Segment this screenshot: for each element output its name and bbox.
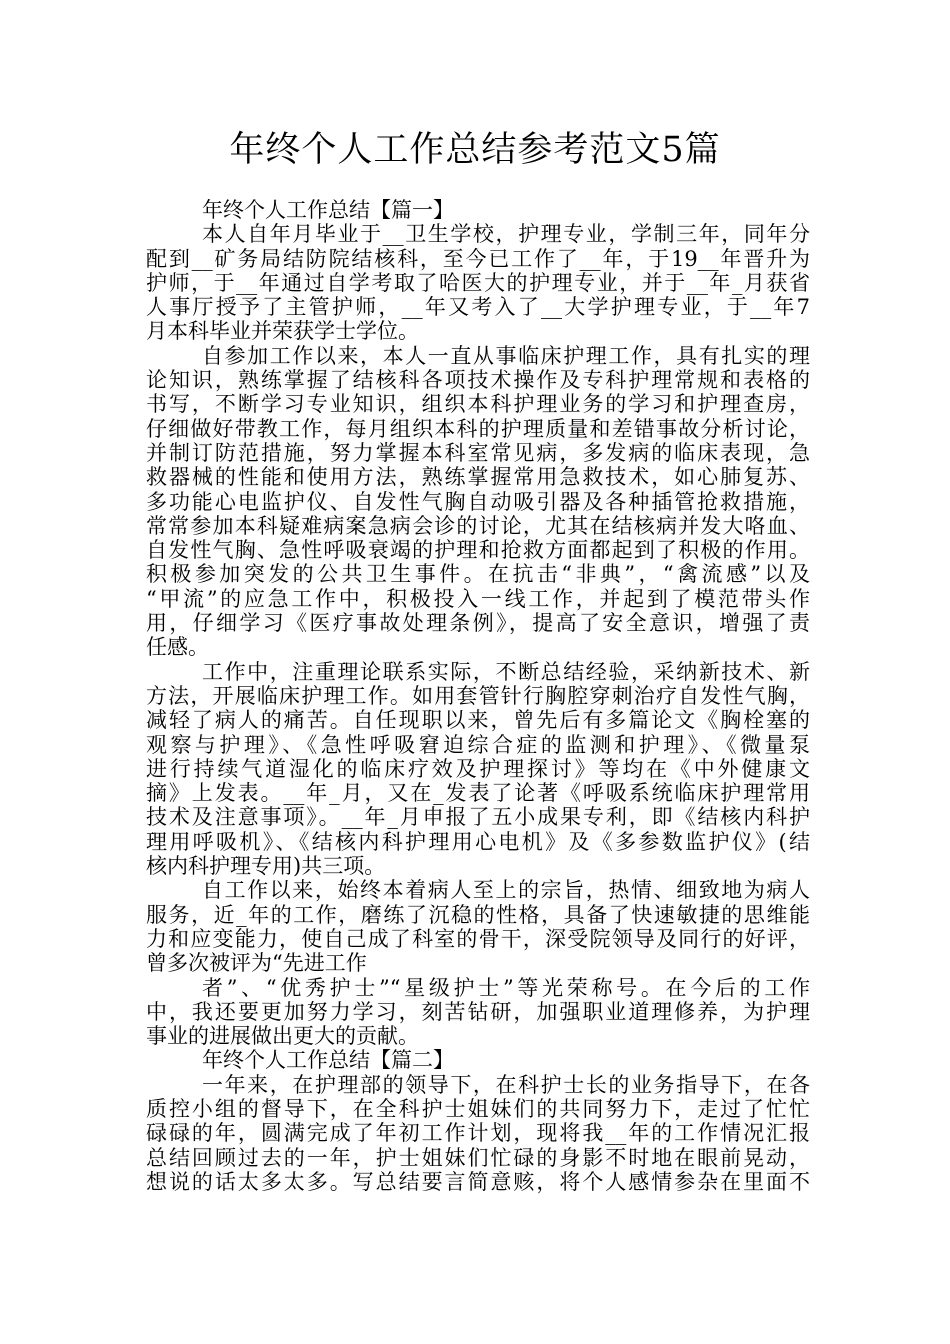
text-line: 者”、“优秀护士”“星级护士”等光荣称号。在今后的工作 — [202, 975, 810, 1000]
text-line: 年终个人工作总结【篇一】 — [202, 198, 454, 222]
text-line: 摘》上发表。__年_月，又在_发表了论著《呼吸系统临床护理常用 — [146, 781, 810, 806]
text-line: 用，仔细学习《医疗事故处理条例》，提高了安全意识，增强了责 — [146, 611, 810, 636]
text-line: 事业的进展做出更大的贡献。 — [146, 1024, 419, 1049]
text-line: 进行持续气道湿化的临床疗效及护理探讨》等均在《中外健康文 — [146, 756, 810, 781]
text-line: 积极参加突发的公共卫生事件。在抗击“非典”，“禽流感”以及 — [146, 562, 810, 587]
text-line: 理用呼吸机》、《结核内科护理用心电机》及《多参数监护仪》(结 — [146, 829, 810, 854]
text-line: 论知识，熟练掌握了结核科各项技术操作及专科护理常规和表格的 — [146, 368, 810, 393]
text-line: 自工作以来，始终本着病人至上的宗旨，热情、细致地为病人 — [202, 878, 810, 903]
document-body — [146, 198, 810, 1194]
text-line: 配到__矿务局结防院结核科，至今已工作了__年，于19__年晋升为 — [146, 246, 810, 271]
text-line: 减轻了病人的痛苦。自任现职以来，曾先后有多篇论文《胸栓塞的 — [146, 708, 810, 733]
text-line: 核内科护理专用)共三项。 — [146, 854, 386, 879]
document-title: 年终个人工作总结参考范文5篇 — [229, 130, 721, 170]
text-line: 书写，不断学习专业知识，组织本科护理业务的学习和护理查房， — [146, 392, 810, 417]
text-line: 仔细做好带教工作，每月组织本科的护理质量和差错事故分析讨论， — [146, 416, 810, 441]
text-line: 碌碌的年，圆满完成了年初工作计划，现将我__年的工作情况汇报 — [146, 1121, 810, 1146]
text-line: 人事厅授予了主管护师，__年又考入了__大学护理专业，于__年7 — [146, 295, 810, 320]
text-line: 自参加工作以来，本人一直从事临床护理工作，具有扎实的理 — [202, 343, 810, 368]
text-line: 工作中，注重理论联系实际，不断总结经验，采纳新技术、新 — [202, 659, 810, 684]
text-line: 力和应变能力，使自己成了科室的骨干，深受院领导及同行的好评， — [146, 926, 810, 951]
text-line: 任感。 — [146, 635, 209, 660]
text-line: 本人自年月毕业于__卫生学校，护理专业，学制三年，同年分 — [202, 222, 810, 247]
text-line: 多功能心电监护仪、自发性气胸自动吸引器及各种插管抢救措施， — [146, 489, 810, 514]
text-line: 观察与护理》、《急性呼吸窘迫综合症的监测和护理》、《微量泵 — [146, 732, 810, 757]
text-line: 质控小组的督导下，在全科护士姐妹们的共同努力下，走过了忙忙 — [146, 1096, 810, 1121]
text-line: 常常参加本科疑难病案急病会诊的讨论，尤其在结核病并发大咯血、 — [146, 513, 810, 538]
text-line: 曾多次被评为“先进工作 — [146, 951, 367, 976]
text-line: 中，我还要更加努力学习，刻苦钻研，加强职业道理修养，为护理 — [146, 999, 810, 1024]
text-line: 并制订防范措施，努力掌握本科室常见病，多发病的临床表现，急 — [146, 440, 810, 465]
text-line: 一年来，在护理部的领导下，在科护士长的业务指导下，在各 — [202, 1072, 810, 1097]
text-line: 自发性气胸、急性呼吸衰竭的护理和抢救方面都起到了积极的作用。 — [146, 538, 810, 563]
text-line: 护师，于__年通过自学考取了哈医大的护理专业，并于__年_月获省 — [146, 270, 810, 295]
text-line: 服务，近_年的工作，磨练了沉稳的性格，具备了快速敏捷的思维能 — [146, 902, 810, 927]
text-line: 技术及注意事项》。__年_月申报了五小成果专利，即《结核内科护 — [146, 805, 810, 830]
text-line: 月本科毕业并荣获学士学位。 — [146, 319, 419, 344]
text-line: 救器械的性能和使用方法，熟练掌握常用急救技术，如心肺复苏、 — [146, 465, 810, 490]
text-line: “甲流”的应急工作中，积极投入一线工作，并起到了模范带头作 — [146, 586, 810, 611]
text-line: 年终个人工作总结【篇二】 — [202, 1048, 454, 1073]
text-line: 方法，开展临床护理工作。如用套管针行胸腔穿刺治疗自发性气胸， — [146, 683, 810, 708]
text-line: 想说的话太多太多。写总结要言简意赅，将个人感情参杂在里面不 — [146, 1169, 810, 1194]
text-line: 总结回顾过去的一年，护士姐妹们忙碌的身影不时地在眼前晃动， — [146, 1145, 810, 1170]
